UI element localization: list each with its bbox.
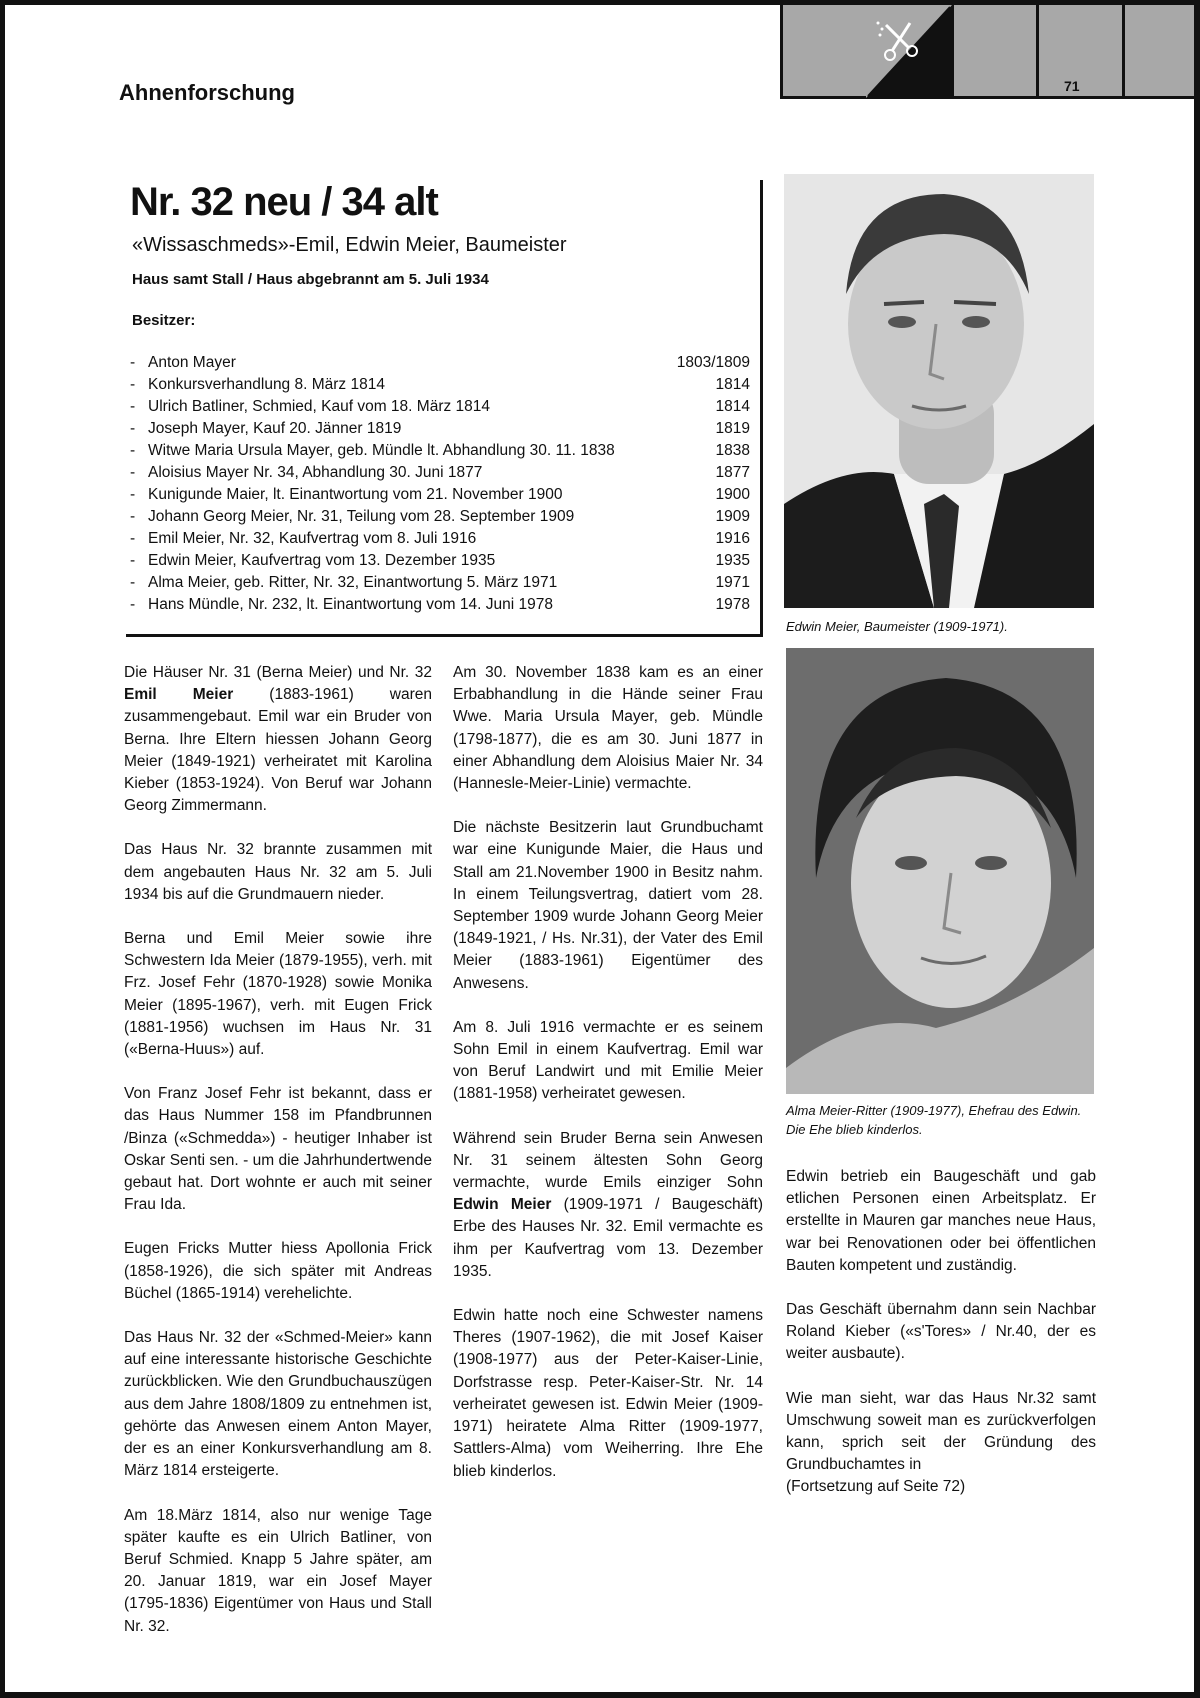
header-box-rule-vertical [760, 180, 763, 634]
owner-row: - Konkursverhandlung 8. März 1814 1814 [130, 374, 750, 396]
paragraph: Am 18.März 1814, also nur wenige Tage später kaufte es ein Ulrich Batliner, von Beruf Schmied. Knapp 5 Jahre später, am 20. Januar 1819, war ein Josef Mayer (1795-1836) Eigentümer von Haus und Stall Nr. 32. [124, 1506, 432, 1635]
owner-row: - Witwe Maria Ursula Mayer, geb. Mündle lt. Abhandlung 30. 11. 1838 1838 [130, 440, 750, 462]
text-column-1 [124, 662, 432, 1660]
paragraph: Berna und Emil Meier sowie ihre Schwestern Ida Meier (1879-1955), verh. mit Frz. Josef Fehr (1870-1928) sowie Monika Meier (1895-1967), verh. mit Eugen Frick (1881-1956) wuchsen im Haus Nr. 31 («Berna-Huus») auf. [124, 930, 432, 1059]
house-info: Haus samt Stall / Haus abgebrannt am 5. Juli 1934 [132, 271, 489, 288]
owner-row: - Johann Georg Meier, Nr. 31, Teilung vom 28. September 1909 1909 [130, 506, 750, 528]
owner-year: 1838 [715, 442, 750, 459]
owners-heading: Besitzer: [132, 312, 196, 329]
paragraph-text: Während sein Bruder Berna sein Anwesen Nr. 31 seinem ältesten Sohn Georg vermachte, wurde Emils einziger Sohn [453, 1129, 763, 1192]
tab-strip-base-line [780, 96, 1194, 99]
owner-row: - Ulrich Batliner, Schmied, Kauf vom 18. März 1814 1814 [130, 396, 750, 418]
section-label: Ahnenforschung [119, 80, 295, 105]
paragraph-text: (1909-1971 / Baugeschäft) Erbe des Hauses Nr. 32. Emil vermachte es ihm per Kaufvertrag vom 13. Dezember 1935. [453, 1196, 763, 1280]
page-subtitle: «Wissaschmeds»-Emil, Edwin Meier, Baumeister [132, 234, 567, 256]
owner-name: Alma Meier, geb. Ritter, Nr. 32, Einantwortung 5. März 1971 [148, 574, 558, 591]
owner-row: - Hans Mündle, Nr. 232, lt. Einantwortung vom 14. Juni 1978 1978 [130, 594, 750, 616]
text-column-2 [453, 662, 763, 1505]
owner-name: Konkursverhandlung 8. März 1814 [148, 376, 385, 393]
header-box-rule-horizontal [126, 634, 763, 637]
portrait-photo-edwin-meier [784, 174, 1094, 608]
bold-name: Emil Meier [124, 686, 234, 704]
owner-name: Witwe Maria Ursula Mayer, geb. Mündle lt. Abhandlung 30. 11. 1838 [148, 442, 615, 459]
paragraph: Das Haus Nr. 32 brannte zusammen mit dem angebauten Haus Nr. 32 am 5. Juli 1934 bis auf die Grundmauern nieder. [124, 841, 432, 903]
owner-name: Aloisius Mayer Nr. 34, Abhandlung 30. Juni 1877 [148, 464, 483, 481]
page-border-left [0, 0, 5, 1698]
paragraph: Am 8. Juli 1916 vermachte er es seinem Sohn Emil in einem Kaufvertrag. Emil war von Beruf Landwirt und mit Emilie Meier (1881-1958) verheiratet gewesen. [453, 1018, 763, 1103]
owner-year: 1877 [715, 464, 750, 481]
owner-name: Edwin Meier, Kaufvertrag vom 13. Dezember 1935 [148, 552, 496, 569]
paragraph [453, 1128, 763, 1283]
owner-name: Anton Mayer [148, 354, 236, 371]
photo-caption-edwin: Edwin Meier, Baumeister (1909-1971). [786, 619, 1008, 634]
page-title: Nr. 32 neu / 34 alt [130, 180, 438, 224]
owner-year: 1803/1809 [676, 354, 750, 371]
owner-name: Joseph Mayer, Kauf 20. Jänner 1819 [148, 420, 402, 437]
owner-list [130, 352, 750, 616]
tab-divider [1122, 5, 1125, 98]
owner-year: 1935 [715, 552, 750, 569]
photo-caption-alma: Alma Meier-Ritter (1909-1977), Ehefrau des Edwin. Die Ehe blieb kinderlos. [786, 1103, 1082, 1137]
paragraph: Eugen Fricks Mutter hiess Apollonia Frick (1858-1926), die sich später mit Andreas Büchel (1865-1914) verehelichte. [124, 1240, 432, 1302]
chapter-tab-strip [780, 5, 1194, 98]
owner-name: Kunigunde Maier, lt. Einantwortung vom 21. November 1900 [148, 486, 563, 503]
owner-year: 1900 [715, 486, 750, 503]
paragraph: Von Franz Josef Fehr ist bekannt, dass er das Haus Nummer 158 im Pfandbrunnen /Binza («Schmedda») - heutiger Inhaber ist Oskar Senti sen. - um die Jahrhundertwende gebaut hat. Dort wohnte er auch mit seiner Frau Ida. [124, 1085, 432, 1214]
owner-year: 1916 [715, 530, 750, 547]
paragraph-text: Die Häuser Nr. 31 (Berna Meier) und Nr. 32 [124, 664, 432, 681]
owner-row: - Aloisius Mayer Nr. 34, Abhandlung 30. Juni 1877 1877 [130, 462, 750, 484]
owner-name: Ulrich Batliner, Schmied, Kauf vom 18. März 1814 [148, 398, 491, 415]
paragraph: Edwin betrieb ein Baugeschäft und gab etlichen Personen einen Arbeitsplatz. Er erstellte in Mauren gar manches neue Haus, war bei Renovationen oder bei öffentlichen Bauten kompetent und zuständig. [786, 1168, 1096, 1274]
page-border-right [1194, 0, 1200, 1698]
owner-name: Emil Meier, Nr. 32, Kaufvertrag vom 8. Juli 1916 [148, 530, 477, 547]
page-number: 71 [1064, 78, 1080, 94]
bold-name: Edwin Meier [453, 1196, 552, 1214]
portrait-illustration [784, 174, 1094, 608]
owner-row: - Emil Meier, Nr. 32, Kaufvertrag vom 8. Juli 1916 1916 [130, 528, 750, 550]
paragraph: Am 30. November 1838 kam es an einer Erbabhandlung in die Hände seiner Frau Wwe. Maria Ursula Mayer, geb. Mündle (1798-1877), die es am 30. Juni 1877 in einer Abhandlung dem Aloisius Maier Nr. 34 (Hannesle-Meier-Linie) vermachte. [453, 664, 763, 793]
owner-year: 1814 [715, 376, 750, 393]
continued-note: (Fortsetzung auf Seite 72) [786, 1478, 966, 1496]
owner-name: Hans Mündle, Nr. 232, lt. Einantwortung vom 14. Juni 1978 [148, 596, 553, 613]
paragraph-text: (1883-1961) waren zusammengebaut. Emil war ein Bruder von Berna. Ihre Eltern hiessen Johann Georg Meier (1849-1921) verheiratet mit Karolina Kieber (1853-1924). Von Beruf war Johann Georg Zimmermann. [124, 686, 433, 815]
paragraph: Das Haus Nr. 32 der «Schmed-Meier» kann auf eine interessante historische Geschichte zurückblicken. Wie den Grundbuchauszügen aus dem Jahre 1808/1809 zu entnehmen ist, gehörte das Anwesen einem Anton Mayer, der es an einer Konkursverhandlung am 8. März 1814 ersteigerte. [124, 1329, 432, 1480]
owner-row: - Kunigunde Maier, lt. Einantwortung vom 21. November 1900 1900 [130, 484, 750, 506]
owner-year: 1909 [715, 508, 750, 525]
paragraph: Die nächste Besitzerin laut Grundbuchamt war eine Kunigunde Maier, die Haus und Stall am 21.November 1900 in Besitz nahm. In einem Teilungsvertrag, datiert vom 28. September 1909 wurde Johann Georg Meier (1849-1921, / Hs. Nr.31), der Vater des Emil Meier (1883-1961) Eigentümer des Anwesens. [453, 819, 763, 992]
scissors-emblem-icon [866, 5, 952, 98]
owner-name: Johann Georg Meier, Nr. 31, Teilung vom 28. September 1909 [148, 508, 575, 525]
owner-row: - Joseph Mayer, Kauf 20. Jänner 1819 1819 [130, 418, 750, 440]
paragraph: Wie man sieht, war das Haus Nr.32 samt Umschwung soweit man es zurückverfolgen kann, sprich seit der Gründung des Grundbuchamtes in [786, 1389, 1096, 1474]
text-column-3 [786, 1166, 1096, 1521]
tab-divider [780, 5, 783, 98]
paragraph: Edwin hatte noch eine Schwester namens Theres (1907-1962), die mit Josef Kaiser (1908-1977) aus der Peter-Kaiser-Linie, Dorfstrasse resp. Peter-Kaiser-Str. Nr. 14 verheiratet gewesen ist. Edwin Meier (1909-1971) heiratete Alma Ritter (1909-1977, Sattlers-Alma) vom Weiherring. Ihre Ehe blieb kinderlos. [453, 1307, 763, 1480]
page-border-bottom [0, 1692, 1200, 1698]
owner-year: 1819 [715, 420, 750, 437]
portrait-photo-alma-meier-ritter [786, 648, 1094, 1094]
owner-year: 1971 [715, 574, 750, 591]
tab-divider [1036, 5, 1039, 98]
owner-row: - Edwin Meier, Kaufvertrag vom 13. Dezember 1935 1935 [130, 550, 750, 572]
portrait-illustration [786, 648, 1094, 1094]
owner-row: - Alma Meier, geb. Ritter, Nr. 32, Einantwortung 5. März 1971 1971 [130, 572, 750, 594]
owner-year: 1814 [715, 398, 750, 415]
owner-year: 1978 [715, 596, 750, 613]
paragraph [124, 662, 432, 817]
paragraph: Das Geschäft übernahm dann sein Nachbar Roland Kieber («s'Tores» / Nr.40, der es weiter ausbaute). [786, 1301, 1096, 1363]
owner-row: - Anton Mayer 1803/1809 [130, 352, 750, 374]
